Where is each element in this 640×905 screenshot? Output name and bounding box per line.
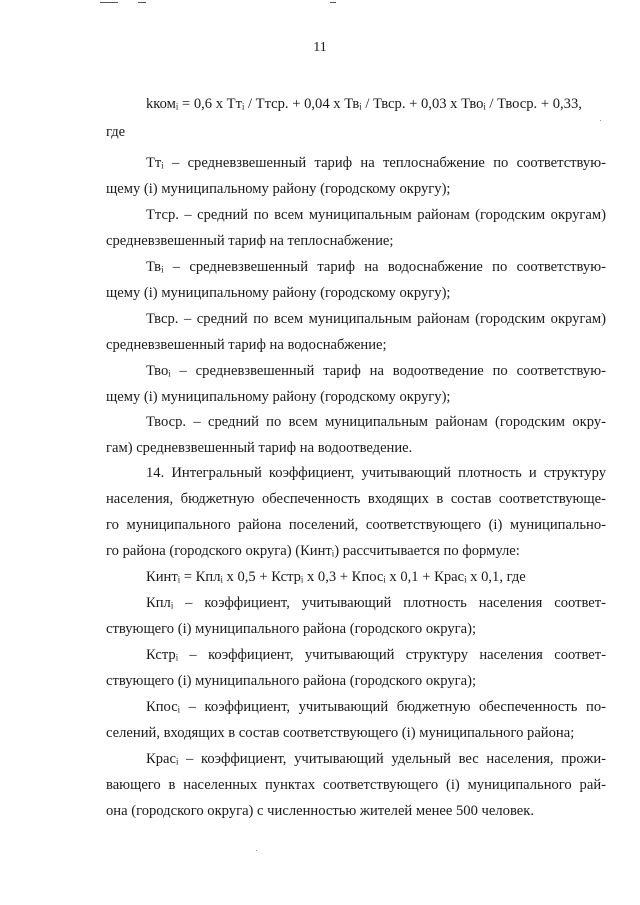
definition-line: ствующего (i) муниципального района (городского округа); <box>106 673 477 689</box>
definition-line: Кстрᵢ – коэффициент, учитывающий структуру населения соответ- <box>146 647 606 663</box>
definition-line: гам) средневзвешенный тариф на водоотведение. <box>106 440 413 456</box>
scan-edge-marks <box>0 0 640 6</box>
definition-line: Твоср. – средний по всем муниципальным районам (городским окру- <box>146 414 606 430</box>
definition-line: Ттср. – средний по всем муниципальным районам (городским округам) <box>146 207 606 223</box>
definition-line: Кпосᵢ – коэффициент, учитывающий бюджетную обеспеченность по- <box>146 699 606 715</box>
definition-line: Твоᵢ – средневзвешенный тариф на водоотведение по соответствую- <box>146 363 606 379</box>
formula-kkom: kкомᵢ = 0,6 x Ттᵢ / Ттср. + 0,04 x Твᵢ / Твср. + 0,03 x Твоᵢ / Твоср. + 0,33, <box>146 96 582 112</box>
definition-line: Кплᵢ – коэффициент, учитывающий плотность населения соответ- <box>146 595 606 611</box>
definition-line: селений, входящих в состав соответствующего (i) муниципального района; <box>106 725 575 741</box>
definition-line: она (городского округа) с численностью жителей менее 500 человек. <box>106 803 534 819</box>
definition-line: щему (i) муниципальному району (городскому округу); <box>106 285 451 301</box>
definition-line: средневзвешенный тариф на водоснабжение; <box>106 337 387 353</box>
definition-line: Твᵢ – средневзвешенный тариф на водоснабжение по соответствую- <box>146 259 606 275</box>
definition-line: вающего в населенных пунктах соответствующего (i) муниципального рай- <box>106 777 606 793</box>
paragraph-line: го района (городского округа) (Кинтᵢ) рассчитывается по формуле: <box>106 543 520 559</box>
paragraph-line: населения, бюджетную обеспеченность входящих в состав соответствующе- <box>106 491 606 507</box>
page-number: 11 <box>313 40 327 55</box>
where-word: где <box>106 124 126 140</box>
definition-line: средневзвешенный тариф на теплоснабжение; <box>106 233 394 249</box>
paragraph-line: 14. Интегральный коэффициент, учитывающий плотность и структуру <box>146 465 606 481</box>
definition-line: щему (i) муниципальному району (городскому округу); <box>106 181 451 197</box>
definition-line: Красᵢ – коэффициент, учитывающий удельный вес населения, прожи- <box>146 751 606 767</box>
definition-line: Ттᵢ – средневзвешенный тариф на теплоснабжение по соответствую- <box>146 155 606 171</box>
definition-line: щему (i) муниципальному району (городскому округу); <box>106 389 451 405</box>
formula-kint: Кинтᵢ = Кплᵢ x 0,5 + Кстрᵢ x 0,3 + Кпосᵢ x 0,1 + Красᵢ x 0,1, где <box>146 569 526 585</box>
scan-speck <box>256 850 257 851</box>
scan-speck <box>600 120 601 121</box>
definition-line: Твср. – средний по всем муниципальным районам (городским округам) <box>146 311 606 327</box>
definition-line: ствующего (i) муниципального района (городского округа); <box>106 621 477 637</box>
paragraph-line: го муниципального района поселений, соответствующего (i) муниципально- <box>106 517 606 533</box>
